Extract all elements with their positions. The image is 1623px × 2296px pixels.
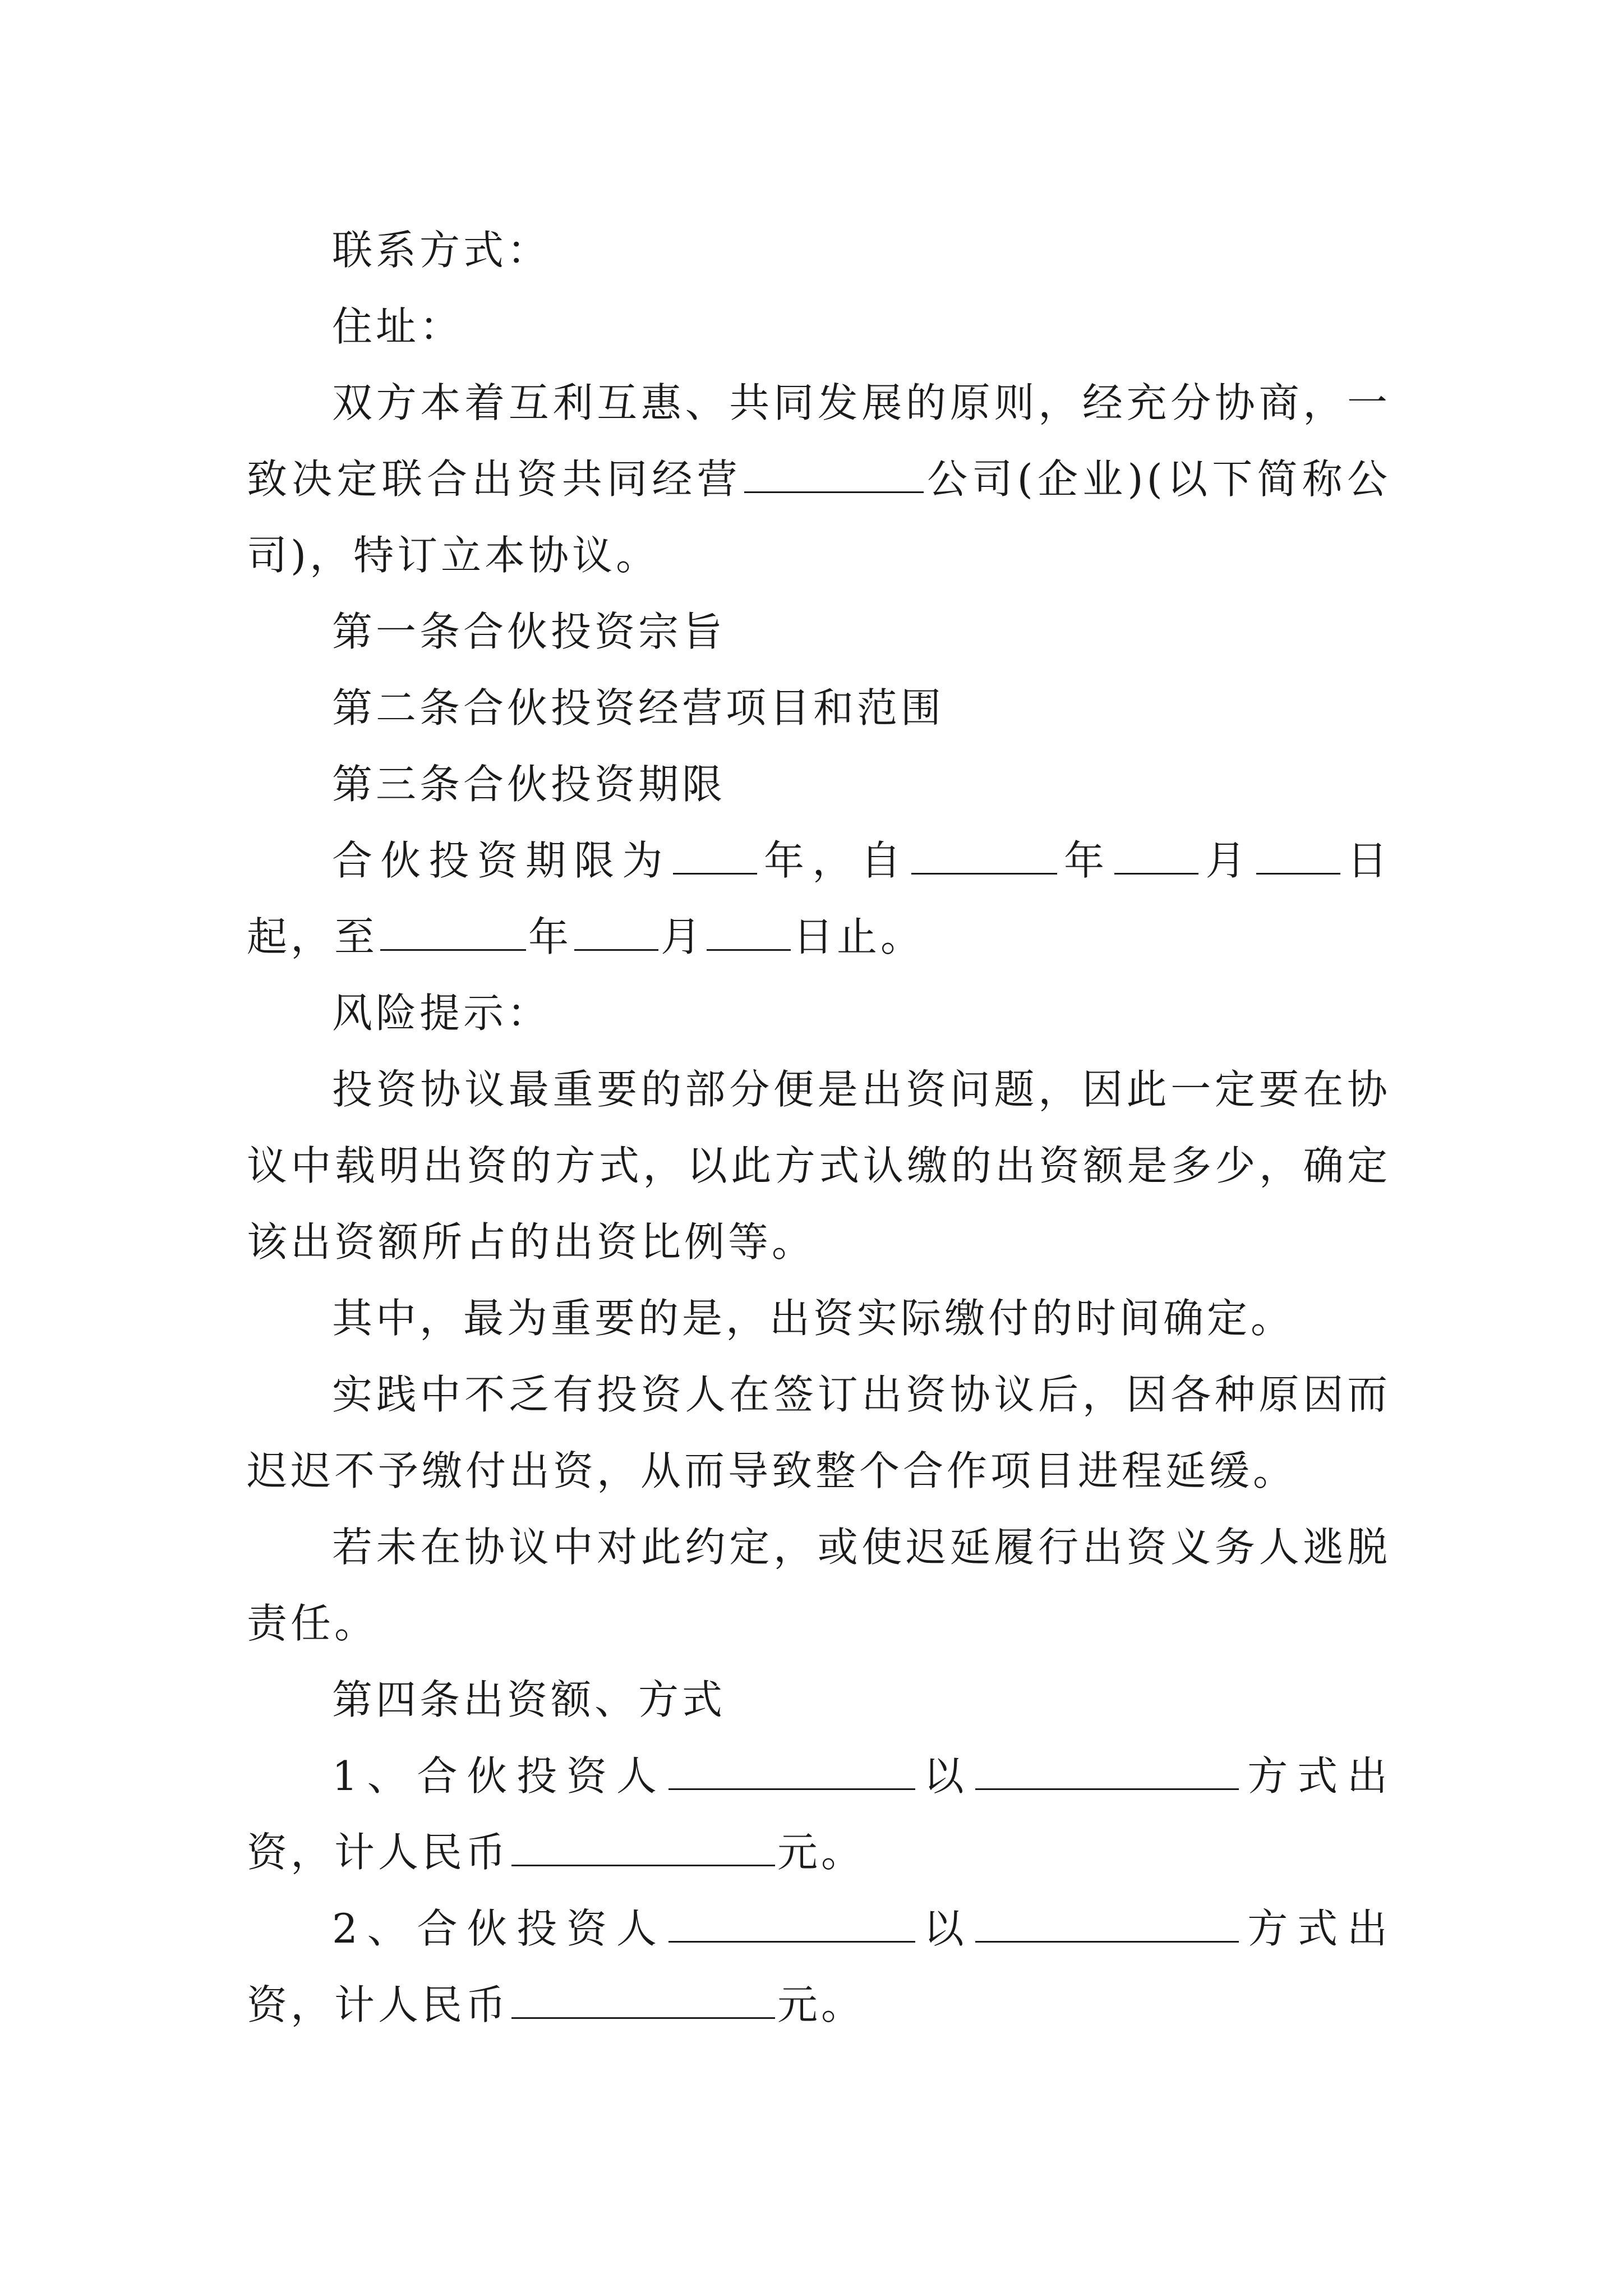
term-text-d: 月 [1201,837,1254,884]
company-name-blank [744,449,924,493]
article-1-text: 第一条合伙投资宗旨 [332,608,726,655]
start-month-blank [1114,830,1198,875]
article-2-text: 第二条合伙投资经营项目和范围 [332,684,945,731]
investor-1-amount-blank [511,1822,775,1866]
risk-paragraph-4 [247,1509,1391,1662]
investor-2-method-blank [975,1898,1239,1943]
risk-text-2: 其中，最为重要的是，出资实际缴付的时间确定。 [332,1295,1295,1342]
contact-label: 联系方式： [332,227,551,274]
investor-1-text-a: 1、合伙投资人 [332,1752,666,1800]
investor-2-text-c: 方式出资，计人民币 [247,1905,1391,2028]
investor-2-text-b: 以 [917,1905,974,1952]
term-text-c: 年 [1059,837,1113,884]
term-text-h: 日止。 [793,913,925,960]
article-2-heading [247,670,1391,746]
investor-2-text-a: 2、合伙投资人 [332,1905,666,1952]
intro-paragraph [247,365,1391,593]
investor-1-text-d: 元。 [777,1829,865,1876]
risk-text-4: 若未在协议中对此约定，或使迟延履行出资义务人逃脱责任。 [247,1524,1391,1647]
end-day-blank [707,907,791,951]
intro-text-a: 双方本着互利互惠、共同发展的原则，经充分协商，一致决定联合出资共同经营 [247,379,1391,503]
investor-2-amount-blank [511,1975,775,2019]
investor-2-text-d: 元。 [777,1981,865,2028]
intro-text-b: 公司(企业)(以下简称公司)，特订立本协议。 [247,455,1391,579]
risk-text-3: 实践中不乏有投资人在签订出资协议后，因各种原因而迟迟不予缴付出资，从而导致整个合作项目进程延缓。 [247,1371,1391,1494]
term-years-blank [673,830,757,875]
risk-paragraph-1 [247,1051,1391,1280]
article-1-heading [247,593,1391,670]
investor-2-paragraph [247,1890,1391,2043]
contact-line [247,212,1391,288]
term-text-a: 合伙投资期限为 [332,837,671,884]
start-year-blank [911,830,1057,875]
article-3-heading [247,746,1391,822]
investor-1-name-blank [668,1746,915,1790]
investor-1-paragraph [247,1738,1391,1890]
article-3-text: 第三条合伙投资期限 [332,761,726,808]
investor-2-name-blank [668,1898,915,1943]
end-year-blank [380,907,526,951]
term-text-f: 年 [528,913,573,960]
investor-1-text-b: 以 [917,1752,974,1800]
investor-1-text-c: 方式出资，计人民币 [247,1752,1391,1876]
risk-title [247,975,1391,1051]
risk-title-text: 风险提示： [332,990,551,1037]
address-label: 住址： [332,303,464,350]
start-day-blank [1256,830,1340,875]
term-text-e: 日起，至 [247,837,1391,960]
risk-paragraph-2 [247,1280,1391,1356]
term-text-g: 月 [661,913,705,960]
term-paragraph [247,822,1391,975]
address-line [247,288,1391,365]
risk-paragraph-3 [247,1356,1391,1509]
term-text-b: 年，自 [759,837,909,884]
end-month-blank [574,907,658,951]
article-4-heading [247,1662,1391,1738]
risk-text-1: 投资协议最重要的部分便是出资问题，因此一定要在协议中载明出资的方式，以此方式认缴的出资额是多少，确定该出资额所占的出资比例等。 [247,1066,1391,1266]
article-4-text: 第四条出资额、方式 [332,1676,726,1723]
investor-1-method-blank [975,1746,1239,1790]
